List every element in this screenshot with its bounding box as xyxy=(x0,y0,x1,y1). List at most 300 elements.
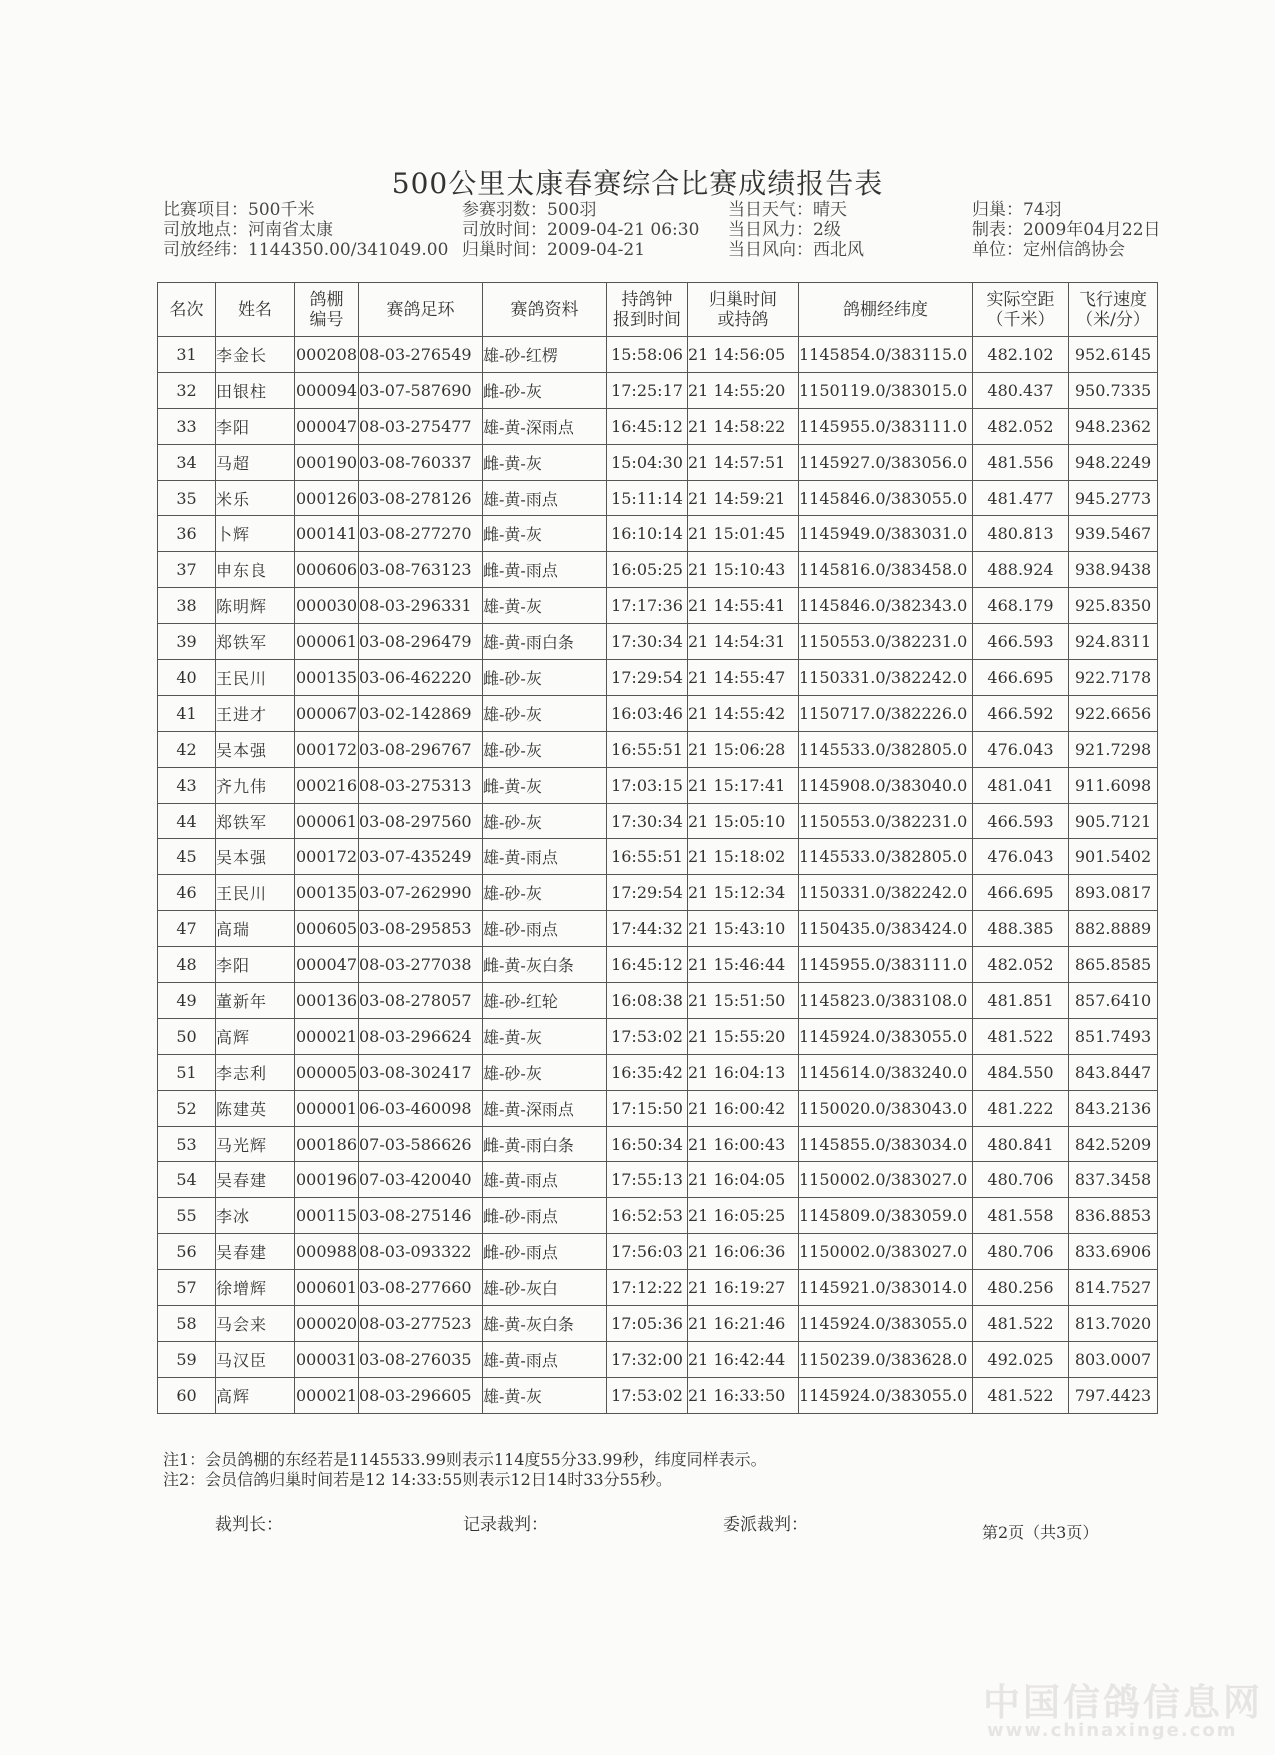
cell-loft-coords: 1150002.0/383027.0 xyxy=(799,1234,973,1270)
header-clock-time: 持鸽钟 报到时间 xyxy=(607,283,688,337)
cell-clock-time: 17:53:02 xyxy=(607,1018,688,1054)
cell-bird-info: 雌-黄-灰 xyxy=(483,516,607,552)
table-row xyxy=(158,803,1158,839)
cell-clock-time: 16:05:25 xyxy=(607,552,688,588)
header-name: 姓名 xyxy=(216,283,295,337)
page-title: 500公里太康春赛综合比赛成绩报告表 xyxy=(391,167,884,200)
cell-distance: 481.558 xyxy=(973,1198,1069,1234)
table-row xyxy=(158,695,1158,731)
cell-return-time: 21 15:06:28 xyxy=(688,731,799,767)
cell-ring: 03-08-278126 xyxy=(359,480,483,516)
cell-clock-time: 15:11:14 xyxy=(607,480,688,516)
cell-distance: 481.477 xyxy=(973,480,1069,516)
cell-name: 王民川 xyxy=(216,660,295,696)
note-2: 注2：会员信鸽归巢时间若是12 14:33:55则表示12日14时33分55秒。 xyxy=(163,1470,672,1489)
cell-loft-id: 000030 xyxy=(295,588,359,624)
cell-return-time: 21 15:01:45 xyxy=(688,516,799,552)
cell-distance: 480.437 xyxy=(973,372,1069,408)
cell-name: 王进才 xyxy=(216,695,295,731)
cell-name: 马光辉 xyxy=(216,1126,295,1162)
cell-name: 郑铁军 xyxy=(216,624,295,660)
cell-speed: 925.8350 xyxy=(1069,588,1158,624)
table-row xyxy=(158,1270,1158,1306)
cell-clock-time: 16:50:34 xyxy=(607,1126,688,1162)
cell-rank: 31 xyxy=(158,337,216,373)
cell-distance: 480.706 xyxy=(973,1162,1069,1198)
cell-name: 李冰 xyxy=(216,1198,295,1234)
cell-rank: 48 xyxy=(158,947,216,983)
cell-rank: 46 xyxy=(158,875,216,911)
header-bird-info: 赛鸽资料 xyxy=(483,283,607,337)
table-row xyxy=(158,552,1158,588)
cell-rank: 40 xyxy=(158,660,216,696)
cell-loft-coords: 1150717.0/382226.0 xyxy=(799,695,973,731)
cell-speed: 837.3458 xyxy=(1069,1162,1158,1198)
cell-return-time: 21 14:58:22 xyxy=(688,408,799,444)
header-distance: 实际空距 （千米） xyxy=(973,283,1069,337)
header-speed: 飞行速度 （米/分） xyxy=(1069,283,1158,337)
cell-return-time: 21 15:12:34 xyxy=(688,875,799,911)
cell-loft-id: 000988 xyxy=(295,1234,359,1270)
watermark-url: www.chinaxinge.com xyxy=(987,1720,1238,1741)
cell-return-time: 21 14:59:21 xyxy=(688,480,799,516)
cell-rank: 33 xyxy=(158,408,216,444)
cell-rank: 43 xyxy=(158,767,216,803)
meta-location: 司放地点：河南省太康 xyxy=(163,220,333,240)
table-row xyxy=(158,1162,1158,1198)
cell-clock-time: 17:29:54 xyxy=(607,660,688,696)
header-return-time: 归巢时间 或持鸽 xyxy=(688,283,799,337)
cell-bird-info: 雄-黄-雨点 xyxy=(483,1162,607,1198)
cell-loft-coords: 1145846.0/382343.0 xyxy=(799,588,973,624)
cell-ring: 03-08-760337 xyxy=(359,444,483,480)
cell-bird-info: 雄-砂-灰 xyxy=(483,731,607,767)
cell-loft-id: 000094 xyxy=(295,372,359,408)
cell-rank: 50 xyxy=(158,1018,216,1054)
note-1: 注1：会员鸽棚的东经若是1145533.99则表示114度55分33.99秒，纬度同样表示。 xyxy=(163,1450,767,1469)
cell-rank: 52 xyxy=(158,1090,216,1126)
cell-return-time: 21 16:04:13 xyxy=(688,1054,799,1090)
cell-bird-info: 雄-砂-灰 xyxy=(483,875,607,911)
cell-bird-info: 雄-黄-雨点 xyxy=(483,480,607,516)
cell-distance: 481.522 xyxy=(973,1018,1069,1054)
header-rank: 名次 xyxy=(158,283,216,337)
cell-distance: 481.522 xyxy=(973,1377,1069,1413)
cell-ring: 03-08-277660 xyxy=(359,1270,483,1306)
cell-loft-coords: 1150553.0/382231.0 xyxy=(799,624,973,660)
cell-clock-time: 17:15:50 xyxy=(607,1090,688,1126)
cell-loft-coords: 1150435.0/383424.0 xyxy=(799,911,973,947)
cell-loft-coords: 1145921.0/383014.0 xyxy=(799,1270,973,1306)
cell-name: 陈明辉 xyxy=(216,588,295,624)
cell-bird-info: 雄-黄-雨点 xyxy=(483,839,607,875)
meta-made-on: 制表：2009年04月22日 xyxy=(972,220,1161,240)
cell-speed: 905.7121 xyxy=(1069,803,1158,839)
cell-speed: 948.2249 xyxy=(1069,444,1158,480)
cell-return-time: 21 15:46:44 xyxy=(688,947,799,983)
cell-rank: 34 xyxy=(158,444,216,480)
cell-return-time: 21 15:55:20 xyxy=(688,1018,799,1054)
cell-return-time: 21 14:55:20 xyxy=(688,372,799,408)
cell-bird-info: 雄-黄-深雨点 xyxy=(483,408,607,444)
cell-distance: 481.222 xyxy=(973,1090,1069,1126)
meta-release-time: 司放时间：2009-04-21 06:30 xyxy=(462,220,700,240)
cell-bird-info: 雄-砂-雨点 xyxy=(483,911,607,947)
table-row xyxy=(158,1341,1158,1377)
cell-return-time: 21 14:57:51 xyxy=(688,444,799,480)
cell-speed: 893.0817 xyxy=(1069,875,1158,911)
cell-distance: 476.043 xyxy=(973,839,1069,875)
cell-ring: 08-03-296624 xyxy=(359,1018,483,1054)
cell-distance: 466.593 xyxy=(973,803,1069,839)
cell-ring: 08-03-277523 xyxy=(359,1306,483,1342)
cell-ring: 06-03-460098 xyxy=(359,1090,483,1126)
cell-rank: 57 xyxy=(158,1270,216,1306)
cell-loft-coords: 1150002.0/383027.0 xyxy=(799,1162,973,1198)
cell-clock-time: 17:03:15 xyxy=(607,767,688,803)
cell-clock-time: 17:53:02 xyxy=(607,1377,688,1413)
cell-loft-coords: 1145955.0/383111.0 xyxy=(799,947,973,983)
cell-speed: 938.9438 xyxy=(1069,552,1158,588)
table-row xyxy=(158,444,1158,480)
cell-loft-id: 000047 xyxy=(295,947,359,983)
cell-bird-info: 雌-黄-雨白条 xyxy=(483,1126,607,1162)
cell-speed: 882.8889 xyxy=(1069,911,1158,947)
cell-clock-time: 16:35:42 xyxy=(607,1054,688,1090)
assigned-judge-label: 委派裁判： xyxy=(723,1515,808,1535)
cell-clock-time: 16:55:51 xyxy=(607,839,688,875)
cell-ring: 08-03-296605 xyxy=(359,1377,483,1413)
chief-judge-label: 裁判长： xyxy=(215,1515,283,1535)
cell-ring: 03-08-297560 xyxy=(359,803,483,839)
cell-loft-id: 000021 xyxy=(295,1018,359,1054)
cell-name: 李阳 xyxy=(216,947,295,983)
cell-loft-id: 000601 xyxy=(295,1270,359,1306)
table-row xyxy=(158,1198,1158,1234)
cell-distance: 481.556 xyxy=(973,444,1069,480)
cell-ring: 03-08-278057 xyxy=(359,983,483,1019)
cell-bird-info: 雌-砂-雨点 xyxy=(483,1198,607,1234)
cell-return-time: 21 16:04:05 xyxy=(688,1162,799,1198)
cell-ring: 08-03-275313 xyxy=(359,767,483,803)
meta-weather: 当日天气：晴天 xyxy=(728,200,847,220)
cell-loft-id: 000067 xyxy=(295,695,359,731)
cell-name: 高辉 xyxy=(216,1377,295,1413)
cell-clock-time: 15:58:06 xyxy=(607,337,688,373)
cell-speed: 865.8585 xyxy=(1069,947,1158,983)
cell-loft-coords: 1145809.0/383059.0 xyxy=(799,1198,973,1234)
cell-speed: 922.7178 xyxy=(1069,660,1158,696)
table-row xyxy=(158,588,1158,624)
cell-distance: 466.593 xyxy=(973,624,1069,660)
table-row xyxy=(158,1234,1158,1270)
meta-unit: 单位：定州信鸽协会 xyxy=(972,240,1125,260)
cell-rank: 54 xyxy=(158,1162,216,1198)
cell-loft-coords: 1150239.0/383628.0 xyxy=(799,1341,973,1377)
cell-loft-coords: 1145854.0/383115.0 xyxy=(799,337,973,373)
cell-name: 齐九伟 xyxy=(216,767,295,803)
cell-loft-coords: 1145823.0/383108.0 xyxy=(799,983,973,1019)
cell-rank: 60 xyxy=(158,1377,216,1413)
cell-speed: 833.6906 xyxy=(1069,1234,1158,1270)
cell-clock-time: 17:56:03 xyxy=(607,1234,688,1270)
cell-clock-time: 17:25:17 xyxy=(607,372,688,408)
cell-bird-info: 雌-黄-灰 xyxy=(483,444,607,480)
cell-loft-id: 000021 xyxy=(295,1377,359,1413)
cell-speed: 857.6410 xyxy=(1069,983,1158,1019)
cell-ring: 07-03-420040 xyxy=(359,1162,483,1198)
cell-loft-coords: 1145955.0/383111.0 xyxy=(799,408,973,444)
cell-speed: 842.5209 xyxy=(1069,1126,1158,1162)
cell-distance: 481.041 xyxy=(973,767,1069,803)
cell-name: 高辉 xyxy=(216,1018,295,1054)
cell-name: 董新年 xyxy=(216,983,295,1019)
cell-distance: 484.550 xyxy=(973,1054,1069,1090)
cell-distance: 482.102 xyxy=(973,337,1069,373)
cell-ring: 03-08-275146 xyxy=(359,1198,483,1234)
cell-loft-id: 000606 xyxy=(295,552,359,588)
cell-return-time: 21 16:21:46 xyxy=(688,1306,799,1342)
cell-loft-id: 000172 xyxy=(295,731,359,767)
table-row xyxy=(158,767,1158,803)
cell-loft-id: 000031 xyxy=(295,1341,359,1377)
cell-loft-coords: 1150331.0/382242.0 xyxy=(799,875,973,911)
cell-loft-coords: 1145614.0/383240.0 xyxy=(799,1054,973,1090)
cell-clock-time: 15:04:30 xyxy=(607,444,688,480)
cell-return-time: 21 16:33:50 xyxy=(688,1377,799,1413)
cell-return-time: 21 15:10:43 xyxy=(688,552,799,588)
cell-distance: 466.695 xyxy=(973,660,1069,696)
cell-ring: 03-08-276035 xyxy=(359,1341,483,1377)
cell-clock-time: 17:30:34 xyxy=(607,803,688,839)
cell-loft-id: 000115 xyxy=(295,1198,359,1234)
cell-speed: 803.0007 xyxy=(1069,1341,1158,1377)
cell-loft-id: 000141 xyxy=(295,516,359,552)
table-row xyxy=(158,516,1158,552)
cell-loft-id: 000136 xyxy=(295,983,359,1019)
cell-distance: 468.179 xyxy=(973,588,1069,624)
cell-speed: 921.7298 xyxy=(1069,731,1158,767)
cell-loft-coords: 1150331.0/382242.0 xyxy=(799,660,973,696)
cell-rank: 35 xyxy=(158,480,216,516)
header-row xyxy=(158,283,1158,337)
cell-distance: 480.813 xyxy=(973,516,1069,552)
table-row xyxy=(158,1090,1158,1126)
cell-loft-id: 000005 xyxy=(295,1054,359,1090)
table-row xyxy=(158,372,1158,408)
cell-clock-time: 17:17:36 xyxy=(607,588,688,624)
cell-rank: 51 xyxy=(158,1054,216,1090)
table-row xyxy=(158,875,1158,911)
cell-name: 高瑞 xyxy=(216,911,295,947)
cell-ring: 08-03-093322 xyxy=(359,1234,483,1270)
cell-rank: 55 xyxy=(158,1198,216,1234)
cell-return-time: 21 16:19:27 xyxy=(688,1270,799,1306)
cell-name: 李阳 xyxy=(216,408,295,444)
cell-clock-time: 17:12:22 xyxy=(607,1270,688,1306)
cell-bird-info: 雄-砂-红楞 xyxy=(483,337,607,373)
cell-ring: 03-07-587690 xyxy=(359,372,483,408)
cell-ring: 03-07-262990 xyxy=(359,875,483,911)
watermark-logo-text: 中国信鸽信息网 xyxy=(983,1680,1263,1724)
cell-speed: 843.2136 xyxy=(1069,1090,1158,1126)
cell-clock-time: 16:10:14 xyxy=(607,516,688,552)
cell-speed: 922.6656 xyxy=(1069,695,1158,731)
cell-name: 马会来 xyxy=(216,1306,295,1342)
cell-speed: 948.2362 xyxy=(1069,408,1158,444)
cell-speed: 901.5402 xyxy=(1069,839,1158,875)
cell-speed: 950.7335 xyxy=(1069,372,1158,408)
cell-bird-info: 雌-砂-灰 xyxy=(483,660,607,696)
table-row xyxy=(158,1054,1158,1090)
cell-loft-id: 000186 xyxy=(295,1126,359,1162)
cell-bird-info: 雄-黄-灰白条 xyxy=(483,1306,607,1342)
cell-distance: 480.706 xyxy=(973,1234,1069,1270)
header-loft-id: 鸽棚 编号 xyxy=(295,283,359,337)
meta-wind-direction: 当日风向：西北风 xyxy=(728,240,864,260)
cell-return-time: 21 16:06:36 xyxy=(688,1234,799,1270)
cell-loft-coords: 1145924.0/383055.0 xyxy=(799,1018,973,1054)
cell-name: 徐增辉 xyxy=(216,1270,295,1306)
cell-ring: 03-06-462220 xyxy=(359,660,483,696)
cell-rank: 32 xyxy=(158,372,216,408)
cell-bird-info: 雌-黄-灰 xyxy=(483,767,607,803)
cell-rank: 45 xyxy=(158,839,216,875)
cell-return-time: 21 14:54:31 xyxy=(688,624,799,660)
meta-event: 比赛项目：500千米 xyxy=(163,200,315,220)
table-row xyxy=(158,660,1158,696)
header-loft-coords: 鸽棚经纬度 xyxy=(799,283,973,337)
cell-ring: 07-03-586626 xyxy=(359,1126,483,1162)
cell-return-time: 21 16:00:42 xyxy=(688,1090,799,1126)
cell-loft-id: 000126 xyxy=(295,480,359,516)
cell-bird-info: 雌-黄-雨点 xyxy=(483,552,607,588)
table-row xyxy=(158,983,1158,1019)
header-ring: 赛鸽足环 xyxy=(359,283,483,337)
table-row xyxy=(158,624,1158,660)
cell-bird-info: 雌-砂-雨点 xyxy=(483,1234,607,1270)
cell-clock-time: 17:55:13 xyxy=(607,1162,688,1198)
cell-name: 卜辉 xyxy=(216,516,295,552)
cell-ring: 03-08-296767 xyxy=(359,731,483,767)
meta-return-time: 归巢时间：2009-04-21 xyxy=(462,240,646,260)
table-row xyxy=(158,947,1158,983)
meta-wind-force: 当日风力：2级 xyxy=(728,220,841,240)
cell-ring: 03-08-295853 xyxy=(359,911,483,947)
cell-name: 陈建英 xyxy=(216,1090,295,1126)
cell-return-time: 21 16:42:44 xyxy=(688,1341,799,1377)
cell-return-time: 21 15:05:10 xyxy=(688,803,799,839)
results-table xyxy=(157,282,1158,1414)
cell-loft-coords: 1145949.0/383031.0 xyxy=(799,516,973,552)
cell-loft-coords: 1145846.0/383055.0 xyxy=(799,480,973,516)
cell-bird-info: 雄-黄-雨白条 xyxy=(483,624,607,660)
cell-return-time: 21 15:17:41 xyxy=(688,767,799,803)
cell-ring: 03-08-296479 xyxy=(359,624,483,660)
table-row xyxy=(158,911,1158,947)
cell-name: 马超 xyxy=(216,444,295,480)
cell-loft-coords: 1150020.0/383043.0 xyxy=(799,1090,973,1126)
cell-rank: 53 xyxy=(158,1126,216,1162)
table-row xyxy=(158,480,1158,516)
cell-speed: 952.6145 xyxy=(1069,337,1158,373)
table-row xyxy=(158,1306,1158,1342)
cell-ring: 03-08-277270 xyxy=(359,516,483,552)
cell-name: 李志利 xyxy=(216,1054,295,1090)
cell-name: 申东良 xyxy=(216,552,295,588)
table-row xyxy=(158,408,1158,444)
cell-distance: 466.695 xyxy=(973,875,1069,911)
cell-return-time: 21 16:05:25 xyxy=(688,1198,799,1234)
cell-distance: 488.385 xyxy=(973,911,1069,947)
cell-rank: 37 xyxy=(158,552,216,588)
cell-rank: 42 xyxy=(158,731,216,767)
cell-ring: 03-07-435249 xyxy=(359,839,483,875)
cell-distance: 482.052 xyxy=(973,408,1069,444)
cell-distance: 476.043 xyxy=(973,731,1069,767)
cell-return-time: 21 16:00:43 xyxy=(688,1126,799,1162)
cell-return-time: 21 14:56:05 xyxy=(688,337,799,373)
cell-rank: 59 xyxy=(158,1341,216,1377)
cell-bird-info: 雄-黄-灰 xyxy=(483,588,607,624)
cell-speed: 843.8447 xyxy=(1069,1054,1158,1090)
cell-bird-info: 雌-砂-灰 xyxy=(483,372,607,408)
cell-ring: 03-08-763123 xyxy=(359,552,483,588)
cell-return-time: 21 15:51:50 xyxy=(688,983,799,1019)
cell-loft-id: 000605 xyxy=(295,911,359,947)
cell-distance: 481.851 xyxy=(973,983,1069,1019)
cell-name: 田银柱 xyxy=(216,372,295,408)
cell-loft-coords: 1145908.0/383040.0 xyxy=(799,767,973,803)
cell-loft-id: 000061 xyxy=(295,624,359,660)
cell-ring: 03-08-302417 xyxy=(359,1054,483,1090)
cell-clock-time: 16:45:12 xyxy=(607,947,688,983)
cell-ring: 08-03-275477 xyxy=(359,408,483,444)
cell-clock-time: 17:30:34 xyxy=(607,624,688,660)
cell-distance: 481.522 xyxy=(973,1306,1069,1342)
cell-distance: 466.592 xyxy=(973,695,1069,731)
cell-bird-info: 雌-黄-灰白条 xyxy=(483,947,607,983)
cell-loft-coords: 1145533.0/382805.0 xyxy=(799,731,973,767)
recording-judge-label: 记录裁判： xyxy=(463,1515,548,1535)
cell-distance: 488.924 xyxy=(973,552,1069,588)
cell-bird-info: 雄-砂-灰 xyxy=(483,1054,607,1090)
notes xyxy=(163,1450,767,1490)
meta-entries: 参赛羽数：500羽 xyxy=(462,200,597,220)
cell-name: 米乐 xyxy=(216,480,295,516)
cell-speed: 813.7020 xyxy=(1069,1306,1158,1342)
cell-distance: 480.841 xyxy=(973,1126,1069,1162)
cell-bird-info: 雄-砂-灰白 xyxy=(483,1270,607,1306)
cell-speed: 851.7493 xyxy=(1069,1018,1158,1054)
cell-speed: 814.7527 xyxy=(1069,1270,1158,1306)
cell-distance: 482.052 xyxy=(973,947,1069,983)
cell-name: 郑铁军 xyxy=(216,803,295,839)
cell-clock-time: 17:05:36 xyxy=(607,1306,688,1342)
cell-loft-id: 000135 xyxy=(295,875,359,911)
cell-speed: 797.4423 xyxy=(1069,1377,1158,1413)
cell-speed: 939.5467 xyxy=(1069,516,1158,552)
cell-speed: 836.8853 xyxy=(1069,1198,1158,1234)
cell-return-time: 21 14:55:41 xyxy=(688,588,799,624)
cell-loft-coords: 1145927.0/383056.0 xyxy=(799,444,973,480)
cell-return-time: 21 15:18:02 xyxy=(688,839,799,875)
cell-name: 吴本强 xyxy=(216,731,295,767)
table-row xyxy=(158,1126,1158,1162)
cell-loft-coords: 1150119.0/383015.0 xyxy=(799,372,973,408)
cell-rank: 47 xyxy=(158,911,216,947)
cell-bird-info: 雄-黄-雨点 xyxy=(483,1341,607,1377)
